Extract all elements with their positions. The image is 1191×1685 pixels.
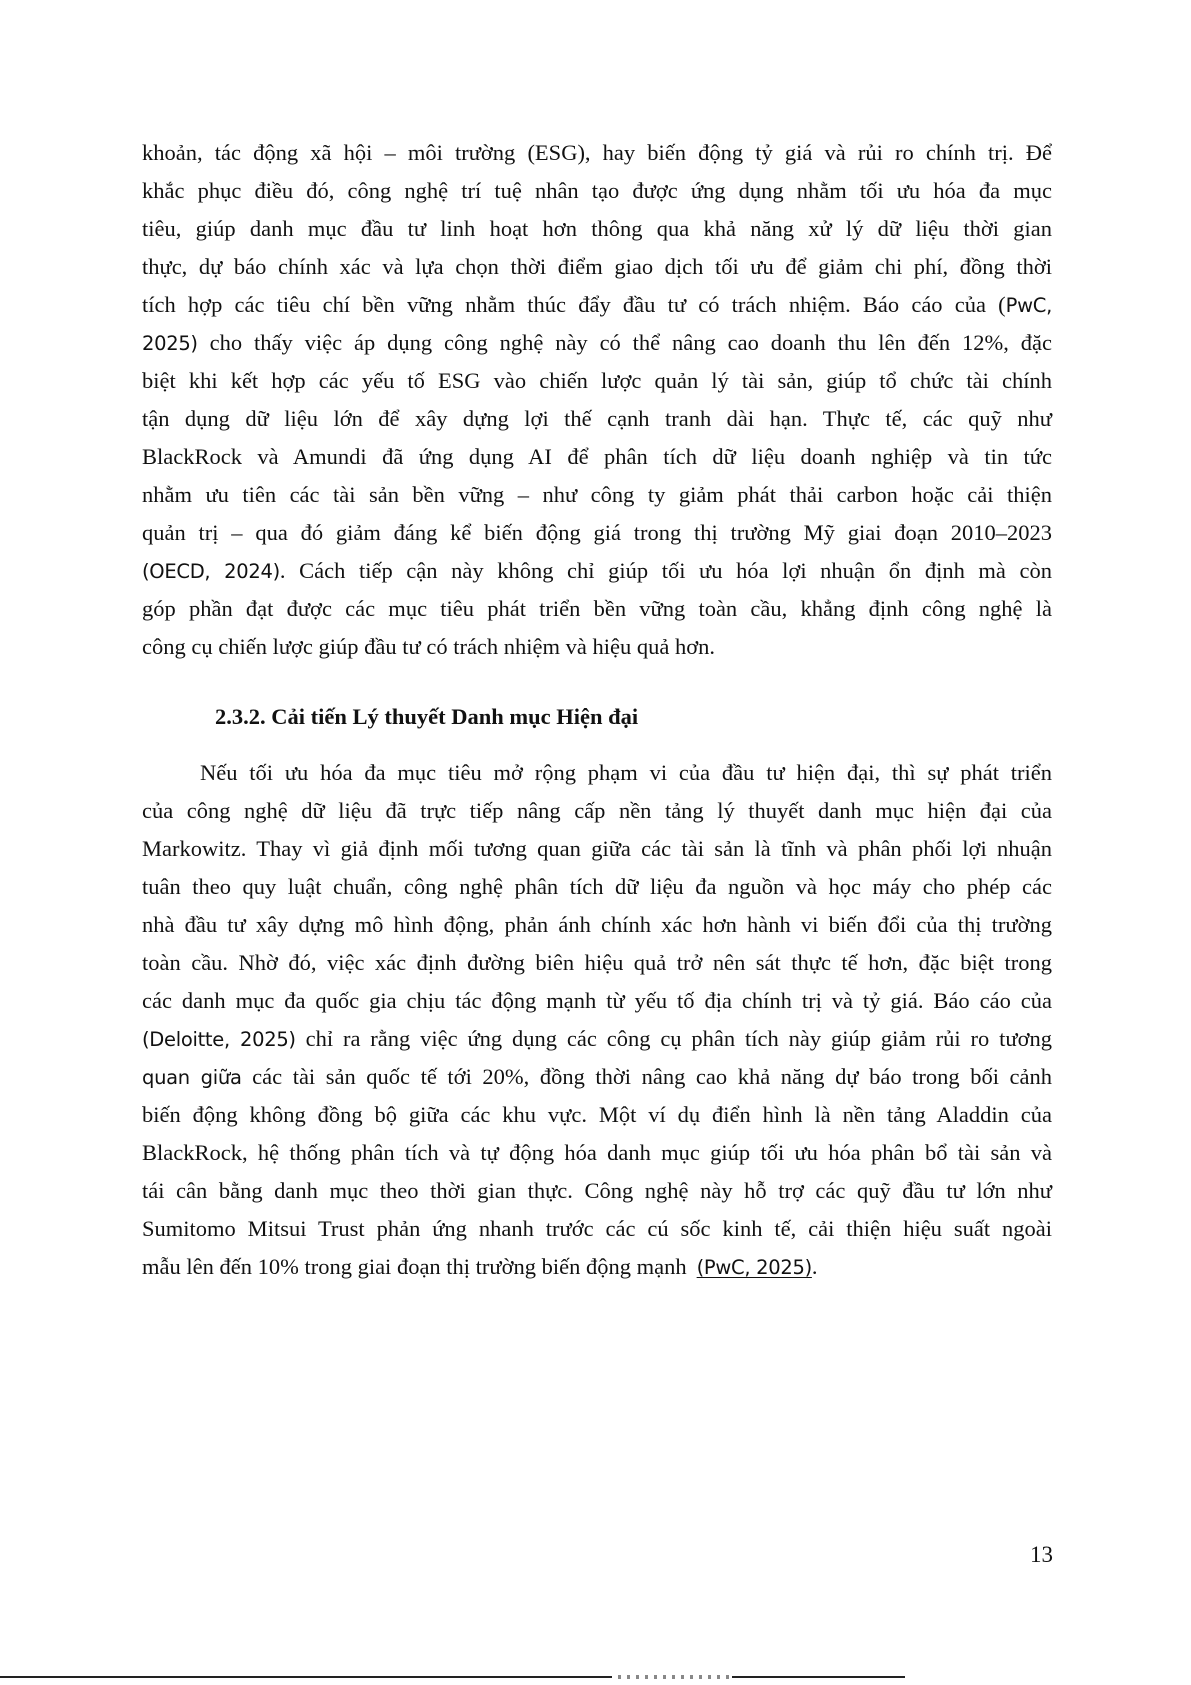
paragraph-2-line-4: tuân theo quy luật chuẩn, công nghệ phân tích dữ liệu đa nguồn và học máy cho phép các [142,874,1052,899]
paragraph-2-line-14-text: mẫu lên đến 10% trong giai đoạn thị trường biến động mạnh [142,1254,687,1279]
paragraph-1-line-1: khoản, tác động xã hội – môi trường (ESG), hay biến động tỷ giá và rủi ro chính trị. Để [142,140,1052,165]
paragraph-1-line-13: góp phần đạt được các mục tiêu phát triển bền vững toàn cầu, khẳng định công nghệ là [142,596,1052,621]
paragraph-2-line-1: Nếu tối ưu hóa đa mục tiêu mở rộng phạm vi của đầu tư hiện đại, thì sự phát triển [200,760,1052,785]
paragraph-1-line-14: công cụ chiến lược giúp đầu tư có trách nhiệm và hiệu quả hơn. [142,634,716,659]
section-heading: 2.3.2. Cải tiến Lý thuyết Danh mục Hiện đại [215,704,639,729]
paragraph-2-line-9 [142,1060,1052,1094]
paragraph-1-line-11: quản trị – qua đó giảm đáng kể biến động giá trong thị trường Mỹ giai đoạn 2010–2023 [142,520,1052,545]
paragraph-2-line-3: Markowitz. Thay vì giả định mối tương quan giữa các tài sản là tĩnh và phân phối lợi nhuận [142,836,1052,861]
paragraph-2-line-12: tái cân bằng danh mục theo thời gian thực. Công nghệ này hỗ trợ các quỹ đầu tư lớn như [142,1178,1052,1203]
paragraph-1-line-8: tận dụng dữ liệu lớn để xây dựng lợi thế cạnh tranh dài hạn. Thực tế, các quỹ như [142,406,1052,431]
citation-pwc-part-2: 2025) [142,332,198,355]
paragraph-1-line-5 [142,288,1052,322]
paragraph-2-line-11: BlackRock, hệ thống phân tích và tự động hóa danh mục giúp tối ưu hóa phân bổ tài sản và [142,1140,1052,1165]
citation-deloitte: (Deloitte, 2025) [142,1028,296,1051]
paragraph-1-line-12-text: . Cách tiếp cận này không chỉ giúp tối ưu hóa lợi nhuận ổn định mà còn [279,558,1052,583]
bottom-rule-dashes [612,1675,732,1679]
paragraph-2-line-8-text: chỉ ra rằng việc ứng dụng các công cụ phân tích này giúp giảm rủi ro tương [295,1026,1052,1051]
paragraph-1-line-4: thực, dự báo chính xác và lựa chọn thời điểm giao dịch tối ưu để giảm chi phí, đồng thời [142,254,1052,279]
paragraph-2-line-9-sans-text: quan giữa [142,1066,242,1089]
citation-pwc-link[interactable]: (PwC, 2025) [696,1256,812,1279]
paragraph-1-line-7: biệt khi kết hợp các yếu tố ESG vào chiến lược quản lý tài sản, giúp tổ chức tài chính [142,368,1052,393]
paragraph-2-line-9-text: các tài sản quốc tế tới 20%, đồng thời nâng cao khả năng dự báo trong bối cảnh [241,1064,1052,1089]
paragraph-1-line-12 [142,554,1052,588]
paragraph-2-line-10: biến động không đồng bộ giữa các khu vực. Một ví dụ điển hình là nền tảng Aladdin của [142,1102,1052,1127]
paragraph-2-line-6: toàn cầu. Nhờ đó, việc xác định đường biên hiệu quả trở nên sát thực tế hơn, đặc biệt trong [142,950,1052,975]
paragraph-1-line-9: BlackRock và Amundi đã ứng dụng AI để phân tích dữ liệu doanh nghiệp và tin tức [142,444,1052,469]
paragraph-2-line-7: các danh mục đa quốc gia chịu tác động mạnh từ yếu tố địa chính trị và tỷ giá. Báo cáo của [142,988,1052,1013]
paragraph-1-line-6 [142,326,1052,360]
paragraph-2-line-14-period: . [811,1254,818,1279]
paragraph-2-line-5: nhà đầu tư xây dựng mô hình động, phản ánh chính xác hơn hành vi biến đổi của thị trường [142,912,1052,937]
paragraph-1-line-10: nhằm ưu tiên các tài sản bền vững – như công ty giảm phát thải carbon hoặc cải thiện [142,482,1052,507]
citation-pwc-part-1: PwC, [1005,294,1052,317]
paragraph-1-line-3: tiêu, giúp danh mục đầu tư linh hoạt hơn thông qua khả năng xử lý dữ liệu thời gian [142,216,1052,241]
paragraph-2-line-8 [142,1022,1052,1056]
paragraph-2-line-13: Sumitomo Mitsui Trust phản ứng nhanh trước các cú sốc kinh tế, cải thiện hiệu suất ngoài [142,1216,1052,1241]
paragraph-1-line-2: khắc phục điều đó, công nghệ trí tuệ nhân tạo được ứng dụng nhằm tối ưu hóa đa mục [142,178,1052,203]
paragraph-2-line-2: của công nghệ dữ liệu đã trực tiếp nâng cấp nền tảng lý thuyết danh mục hiện đại của [142,798,1052,823]
page-number: 13 [1030,1542,1053,1567]
paragraph-1-line-6-text: cho thấy việc áp dụng công nghệ này có thể nâng cao doanh thu lên đến 12%, đặc [197,330,1052,355]
paragraph-2-line-14 [142,1250,1052,1284]
paragraph-1-line-5-text: tích hợp các tiêu chí bền vững nhằm thúc đẩy đầu tư có trách nhiệm. Báo cáo của ( [142,292,1006,317]
bottom-rule [0,1676,905,1678]
citation-oecd: (OECD, 2024) [142,560,280,583]
